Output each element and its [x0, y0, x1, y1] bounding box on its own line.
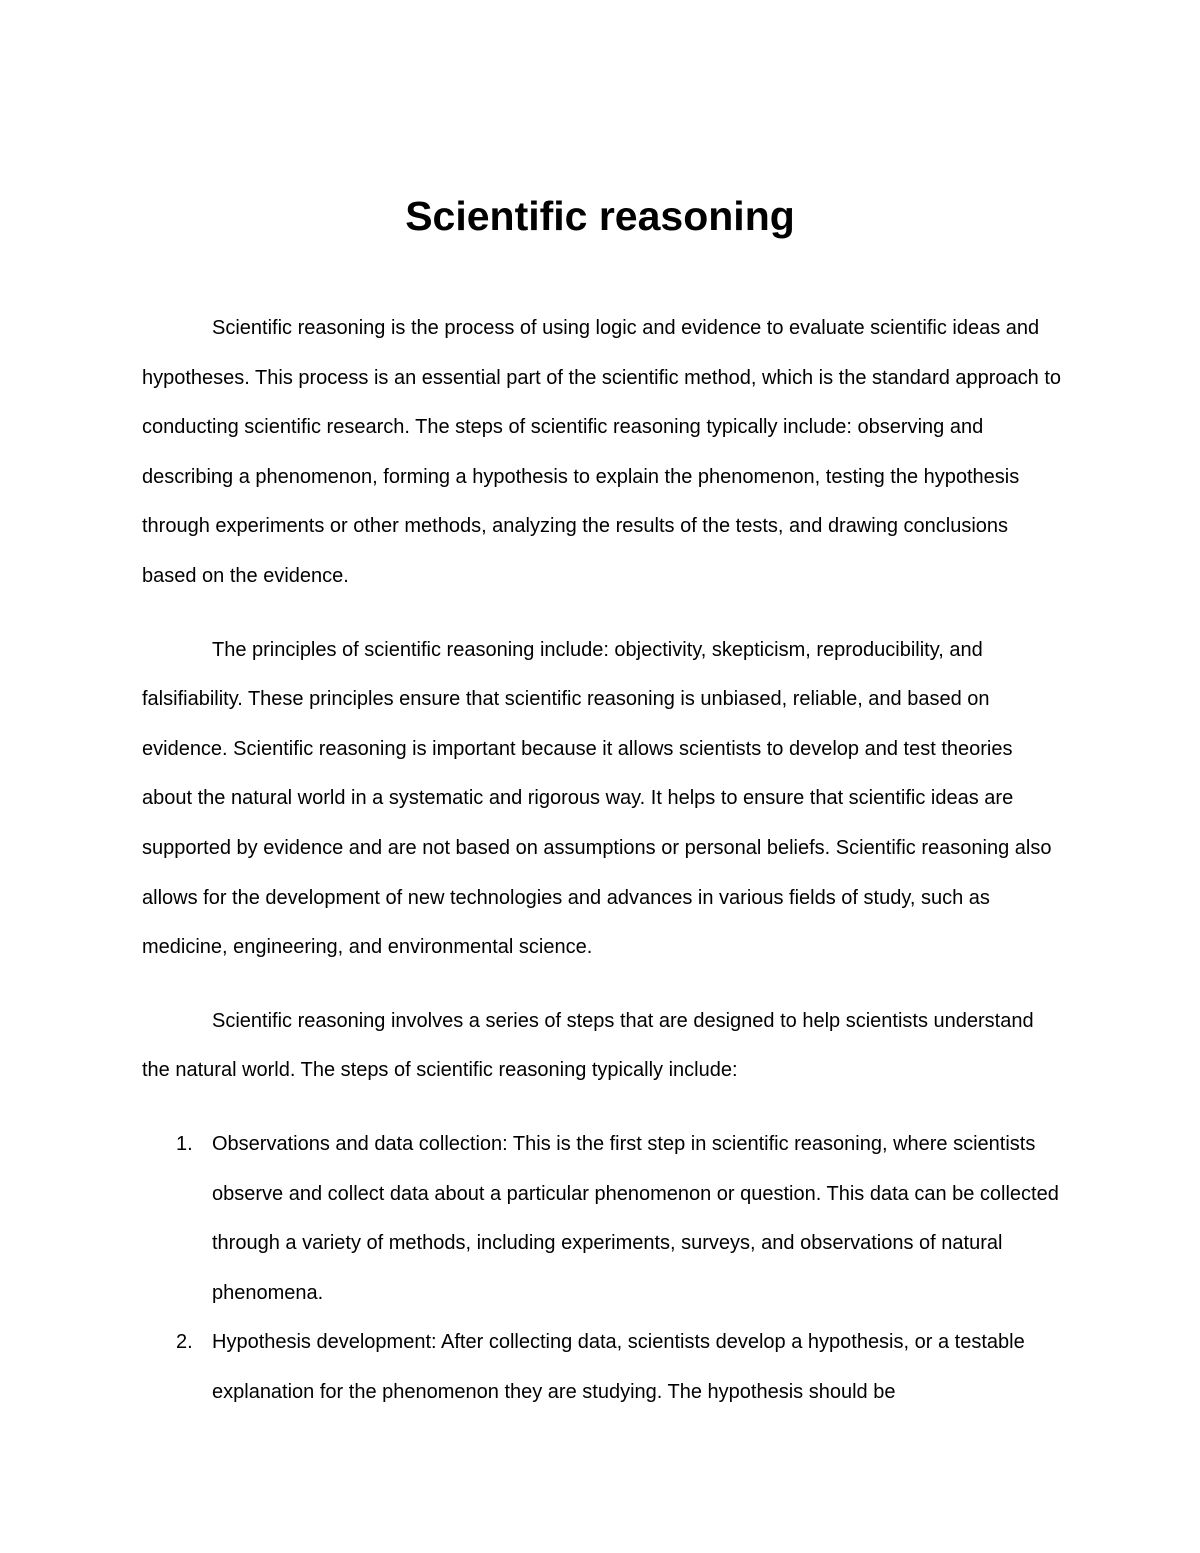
list-item-text: Hypothesis development: After collecting data, scientists develop a hypothesis, or a testable explanation for the phenomenon they are studying. The hypothesis should be — [212, 1331, 1025, 1403]
list-item — [142, 1318, 1062, 1417]
list-item — [142, 1120, 1062, 1318]
paragraph-steps-intro: Scientific reasoning involves a series of steps that are designed to help scientists understand the natural world. The steps of scientific reasoning typically include: — [142, 1009, 1034, 1082]
list-item-number: 1. — [176, 1132, 193, 1155]
list-item-text: Observations and data collection: This is the first step in scientific reasoning, where scientists observe and collect data about a particular phenomenon or question. This data can be collected through a variety of methods, including experiments, surveys, and observations of natural phenomena. — [212, 1132, 1059, 1304]
paragraph-intro: Scientific reasoning is the process of using logic and evidence to evaluate scientific ideas and hypotheses. This process is an essential part of the scientific method, which is the standard approach to conducting scientific research. The steps of scientific reasoning typically include: observing and describing a phenomenon, forming a hypothesis to explain the phenomenon, testing the hypothesis through experiments or other methods, analyzing the results of the tests, and drawing conclusions based on the evidence. — [142, 317, 1062, 587]
steps-list — [142, 1120, 1062, 1418]
list-item-number: 2. — [176, 1331, 193, 1354]
paragraph-principles: The principles of scientific reasoning include: objectivity, skepticism, reproducibility, and falsifiability. These principles ensure that scientific reasoning is unbiased, reliable, and based on evidence. Scientific reasoning is important because it allows scientists to develop and test theories about the natural world in a systematic and rigorous way. It helps to ensure that scientific ideas are supported by evidence and are not based on assumptions or personal beliefs. Scientific reasoning also allows for the development of new technologies and advances in various fields of study, such as medicine, engineering, and environmental science. — [142, 638, 1052, 959]
document-body — [142, 304, 1062, 1417]
document-title: Scientific reasoning — [405, 193, 795, 239]
